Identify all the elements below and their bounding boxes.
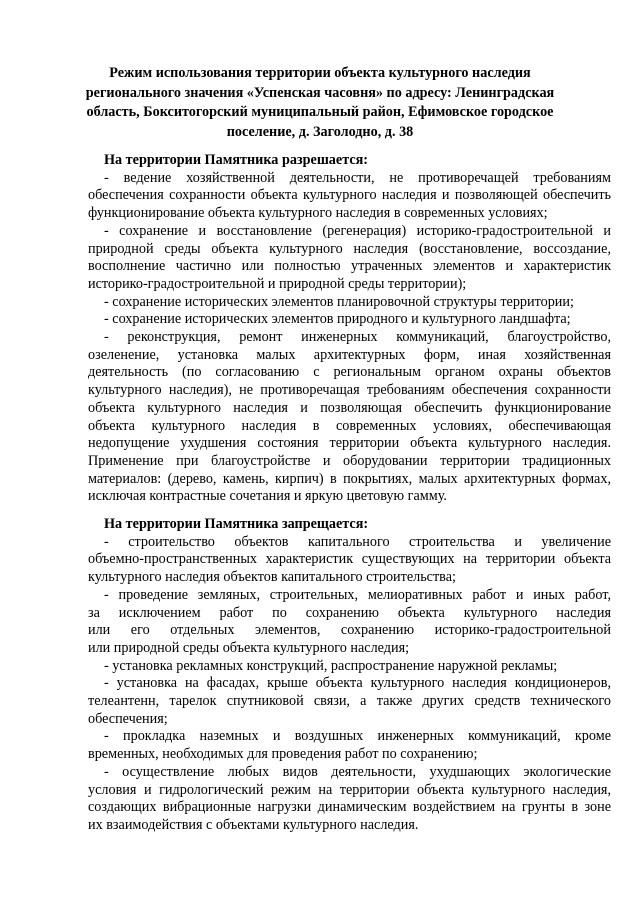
paragraph <box>88 675 611 728</box>
text-line: или природной среды объекта культурного наследия; <box>88 639 410 656</box>
text-line: - ведение хозяйственной деятельности, не противоречащей требованиям <box>104 169 611 186</box>
text-line: - установка рекламных конструкций, распространение наружной рекламы; <box>104 657 558 674</box>
title-line: область, Бокситогорский муниципальный район, Ефимовское городское <box>86 104 554 121</box>
text-line: озеленение, установка малых архитектурных форм, иная хозяйственная <box>88 346 611 363</box>
paragraph <box>88 311 611 329</box>
title-line: поселение, д. Заголодно, д. 38 <box>226 123 414 140</box>
title-line: Режим использования территории объекта культурного наследия <box>109 65 531 81</box>
paragraph <box>88 294 611 312</box>
section-forbidden <box>88 516 611 835</box>
text-line: или его отдельных элементов, сохранению историко-градостроительной <box>88 622 611 639</box>
text-line: функционирование объекта культурного наследия в современных условиях; <box>88 205 548 222</box>
section-heading-forbidden: На территории Памятника запрещается: <box>104 516 369 532</box>
paragraph <box>88 764 611 835</box>
text-line: обеспечения; <box>88 710 168 727</box>
text-line: природной среды объекта культурного наследия (восстановление, воссоздание, <box>88 240 611 257</box>
text-line: объемно-пространственных характеристик существующих на территории объекта <box>88 551 611 568</box>
paragraph <box>88 728 611 763</box>
text-line: культурного наследия объектов капитального строительства; <box>88 569 456 586</box>
text-line: - проведение земляных, строительных, мелиоративных работ и иных работ, <box>104 586 611 603</box>
paragraph <box>88 658 611 676</box>
paragraph <box>88 329 611 506</box>
document-title <box>70 64 570 142</box>
text-line: их взаимодействия с объектами культурного наследия. <box>88 816 419 833</box>
text-line: восполнение частично или полностью утраченных элементов и характеристик <box>88 258 611 275</box>
paragraph <box>88 587 611 658</box>
text-line: - осуществление любых видов деятельности, ухудшающих экологические <box>104 763 611 780</box>
text-line: временных, необходимых для проведения работ по сохранению; <box>88 746 478 763</box>
paragraph <box>88 170 611 223</box>
text-line: - реконструкция, ремонт инженерных коммуникаций, благоустройство, <box>104 329 611 346</box>
text-line: исключая контрастные сочетания и яркую цветовую гамму. <box>88 488 447 505</box>
text-line: Применение при благоустройстве и оборудовании территории традиционных <box>88 452 611 469</box>
paragraph <box>88 534 611 587</box>
text-line: условия и гидрологический режим на территории объекта культурного наследия, <box>88 781 611 798</box>
text-line: материалов: (дерево, камень, кирпич) в покрытиях, малых архитектурных формах, <box>88 470 611 487</box>
text-line: - сохранение исторических элементов планировочной структуры территории; <box>104 293 574 310</box>
text-line: объекта культурного наследия в современных условиях, обеспечивающая <box>88 417 611 434</box>
text-line: - сохранение и восстановление (регенерация) историко-градостроительной и <box>104 222 611 239</box>
text-line: создающих вибрационные нагрузки динамическим воздействием на грунты в зоне <box>88 799 611 816</box>
section-body <box>88 170 611 506</box>
text-line: историко-градостроительной и природной среды территории); <box>88 275 467 292</box>
title-line: регионального значения «Успенская часовня» по адресу: Ленинградская <box>85 84 555 101</box>
text-line: - сохранение исторических элементов природного и культурного ландшафта; <box>104 311 571 328</box>
text-line: - установка на фасадах, крыше объекта культурного наследия кондиционеров, <box>104 675 611 692</box>
section-heading-allowed: На территории Памятника разрешается: <box>104 152 369 168</box>
section-allowed <box>88 152 611 506</box>
text-line: за исключением работ по сохранению объекта культурного наследия <box>88 604 611 621</box>
text-line: объекта культурного наследия и позволяющая обеспечить функционирование <box>88 399 611 416</box>
text-line: телеантенн, тарелок спутниковой связи, а также других средств технического <box>88 693 611 710</box>
section-body <box>88 534 611 835</box>
text-line: обеспечения сохранности объекта культурного наследия и позволяющей обеспечить <box>88 187 611 204</box>
text-line: деятельность (по согласованию с региональным органом охраны объектов <box>88 364 611 381</box>
text-line: - строительство объектов капитального строительства и увеличение <box>104 533 611 550</box>
text-line: культурного наследия), не противоречащая требованиям обеспечения сохранности <box>88 382 611 399</box>
text-line: - прокладка наземных и воздушных инженерных коммуникаций, кроме <box>104 728 611 745</box>
paragraph <box>88 223 611 294</box>
text-line: недопущение ухудшения состояния территории объекта культурного наследия. <box>88 435 611 452</box>
